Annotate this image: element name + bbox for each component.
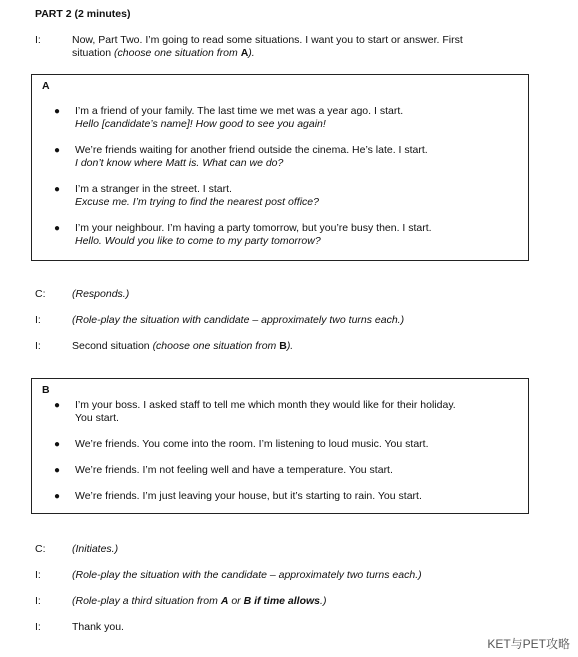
speaker-label: C: — [35, 288, 46, 300]
situation-text-cont: You start. — [75, 412, 119, 424]
situation-prompt: Excuse me. I’m trying to find the nearest post office? — [75, 196, 319, 208]
time-condition: if time allows — [251, 595, 321, 607]
second-situation-box-ref: B — [279, 340, 287, 352]
situation-item — [75, 105, 515, 131]
second-situation-end: ). — [286, 340, 294, 352]
bullet-icon: ● — [54, 184, 61, 195]
intro-instruction: (choose one situation from — [114, 47, 241, 59]
interlocutor-instruction: (Role-play the situation with candidate – approximately two turns each.) — [72, 314, 405, 326]
situation-text: I’m a friend of your family. The last time we met was a year ago. I start. — [75, 105, 404, 117]
situation-box-a — [31, 74, 529, 261]
or-text: or — [228, 595, 244, 607]
situation-item: We’re friends. I’m not feeling well and have a temperature. You start. — [75, 464, 393, 476]
situation-prompt: Hello. Would you like to come to my party tomorrow? — [75, 235, 321, 247]
situation-item — [75, 222, 515, 248]
situation-text: I’m a stranger in the street. I start. — [75, 183, 232, 195]
second-situation-line — [72, 340, 542, 353]
speaker-label: I: — [35, 340, 41, 352]
situation-prompt: I don’t know where Matt is. What can we do? — [75, 157, 284, 169]
candidate-instruction: (Initiates.) — [72, 543, 119, 555]
bullet-icon: ● — [54, 223, 61, 234]
box-b-label: B — [42, 384, 50, 396]
intro-line-1: Now, Part Two. I’m going to read some situations. I want you to start or answer. First — [72, 34, 463, 46]
third-situation-instruction — [72, 595, 542, 608]
situation-box-b — [31, 378, 529, 514]
box-b-ref: B — [243, 595, 252, 607]
bullet-icon: ● — [54, 465, 61, 476]
close-paren: .) — [320, 595, 327, 607]
situation-item — [75, 183, 515, 209]
situation-text: I’m your boss. I asked staff to tell me which month they would like for their holiday. — [75, 399, 456, 411]
intro-box-ref: A — [240, 47, 249, 59]
candidate-instruction: (Responds.) — [72, 288, 130, 300]
second-situation-instruction: (choose one situation from — [152, 340, 280, 352]
speaker-label: I: — [35, 314, 41, 326]
situation-item — [75, 399, 515, 425]
speaker-label: I: — [35, 595, 41, 607]
bullet-icon: ● — [54, 400, 61, 411]
closing-text: Thank you. — [72, 621, 124, 633]
third-situation-text: (Role-play a third situation from — [72, 595, 221, 607]
situation-prompt: Hello [candidate’s name]! How good to see you again! — [75, 118, 326, 130]
intro-end: ). — [248, 47, 255, 59]
box-a-ref: A — [220, 595, 229, 607]
intro-line-2 — [72, 47, 542, 60]
bullet-icon: ● — [54, 145, 61, 156]
speaker-label: C: — [35, 543, 46, 555]
speaker-label: I: — [35, 621, 41, 633]
second-situation-prefix: Second situation — [72, 340, 153, 352]
situation-item — [75, 144, 515, 170]
speaker-label: I: — [35, 34, 41, 46]
interlocutor-instruction: (Role-play the situation with the candidate – approximately two turns each.) — [72, 569, 422, 581]
speaker-label: I: — [35, 569, 41, 581]
situation-text: I’m your neighbour. I’m having a party tomorrow, but you’re busy then. I start. — [75, 222, 432, 234]
intro-prefix: situation — [72, 47, 115, 59]
intro-text — [72, 34, 542, 60]
bullet-icon: ● — [54, 439, 61, 450]
situation-text: We’re friends waiting for another friend outside the cinema. He’s late. I start. — [75, 144, 428, 156]
watermark: KET与PET攻略 — [487, 637, 570, 651]
situation-item: We’re friends. You come into the room. I’m listening to loud music. You start. — [75, 438, 429, 450]
bullet-icon: ● — [54, 491, 61, 502]
page-title: PART 2 (2 minutes) — [35, 8, 131, 20]
situation-item: We’re friends. I’m just leaving your house, but it’s starting to rain. You start. — [75, 490, 422, 502]
bullet-icon: ● — [54, 106, 61, 117]
box-a-label: A — [42, 80, 50, 92]
